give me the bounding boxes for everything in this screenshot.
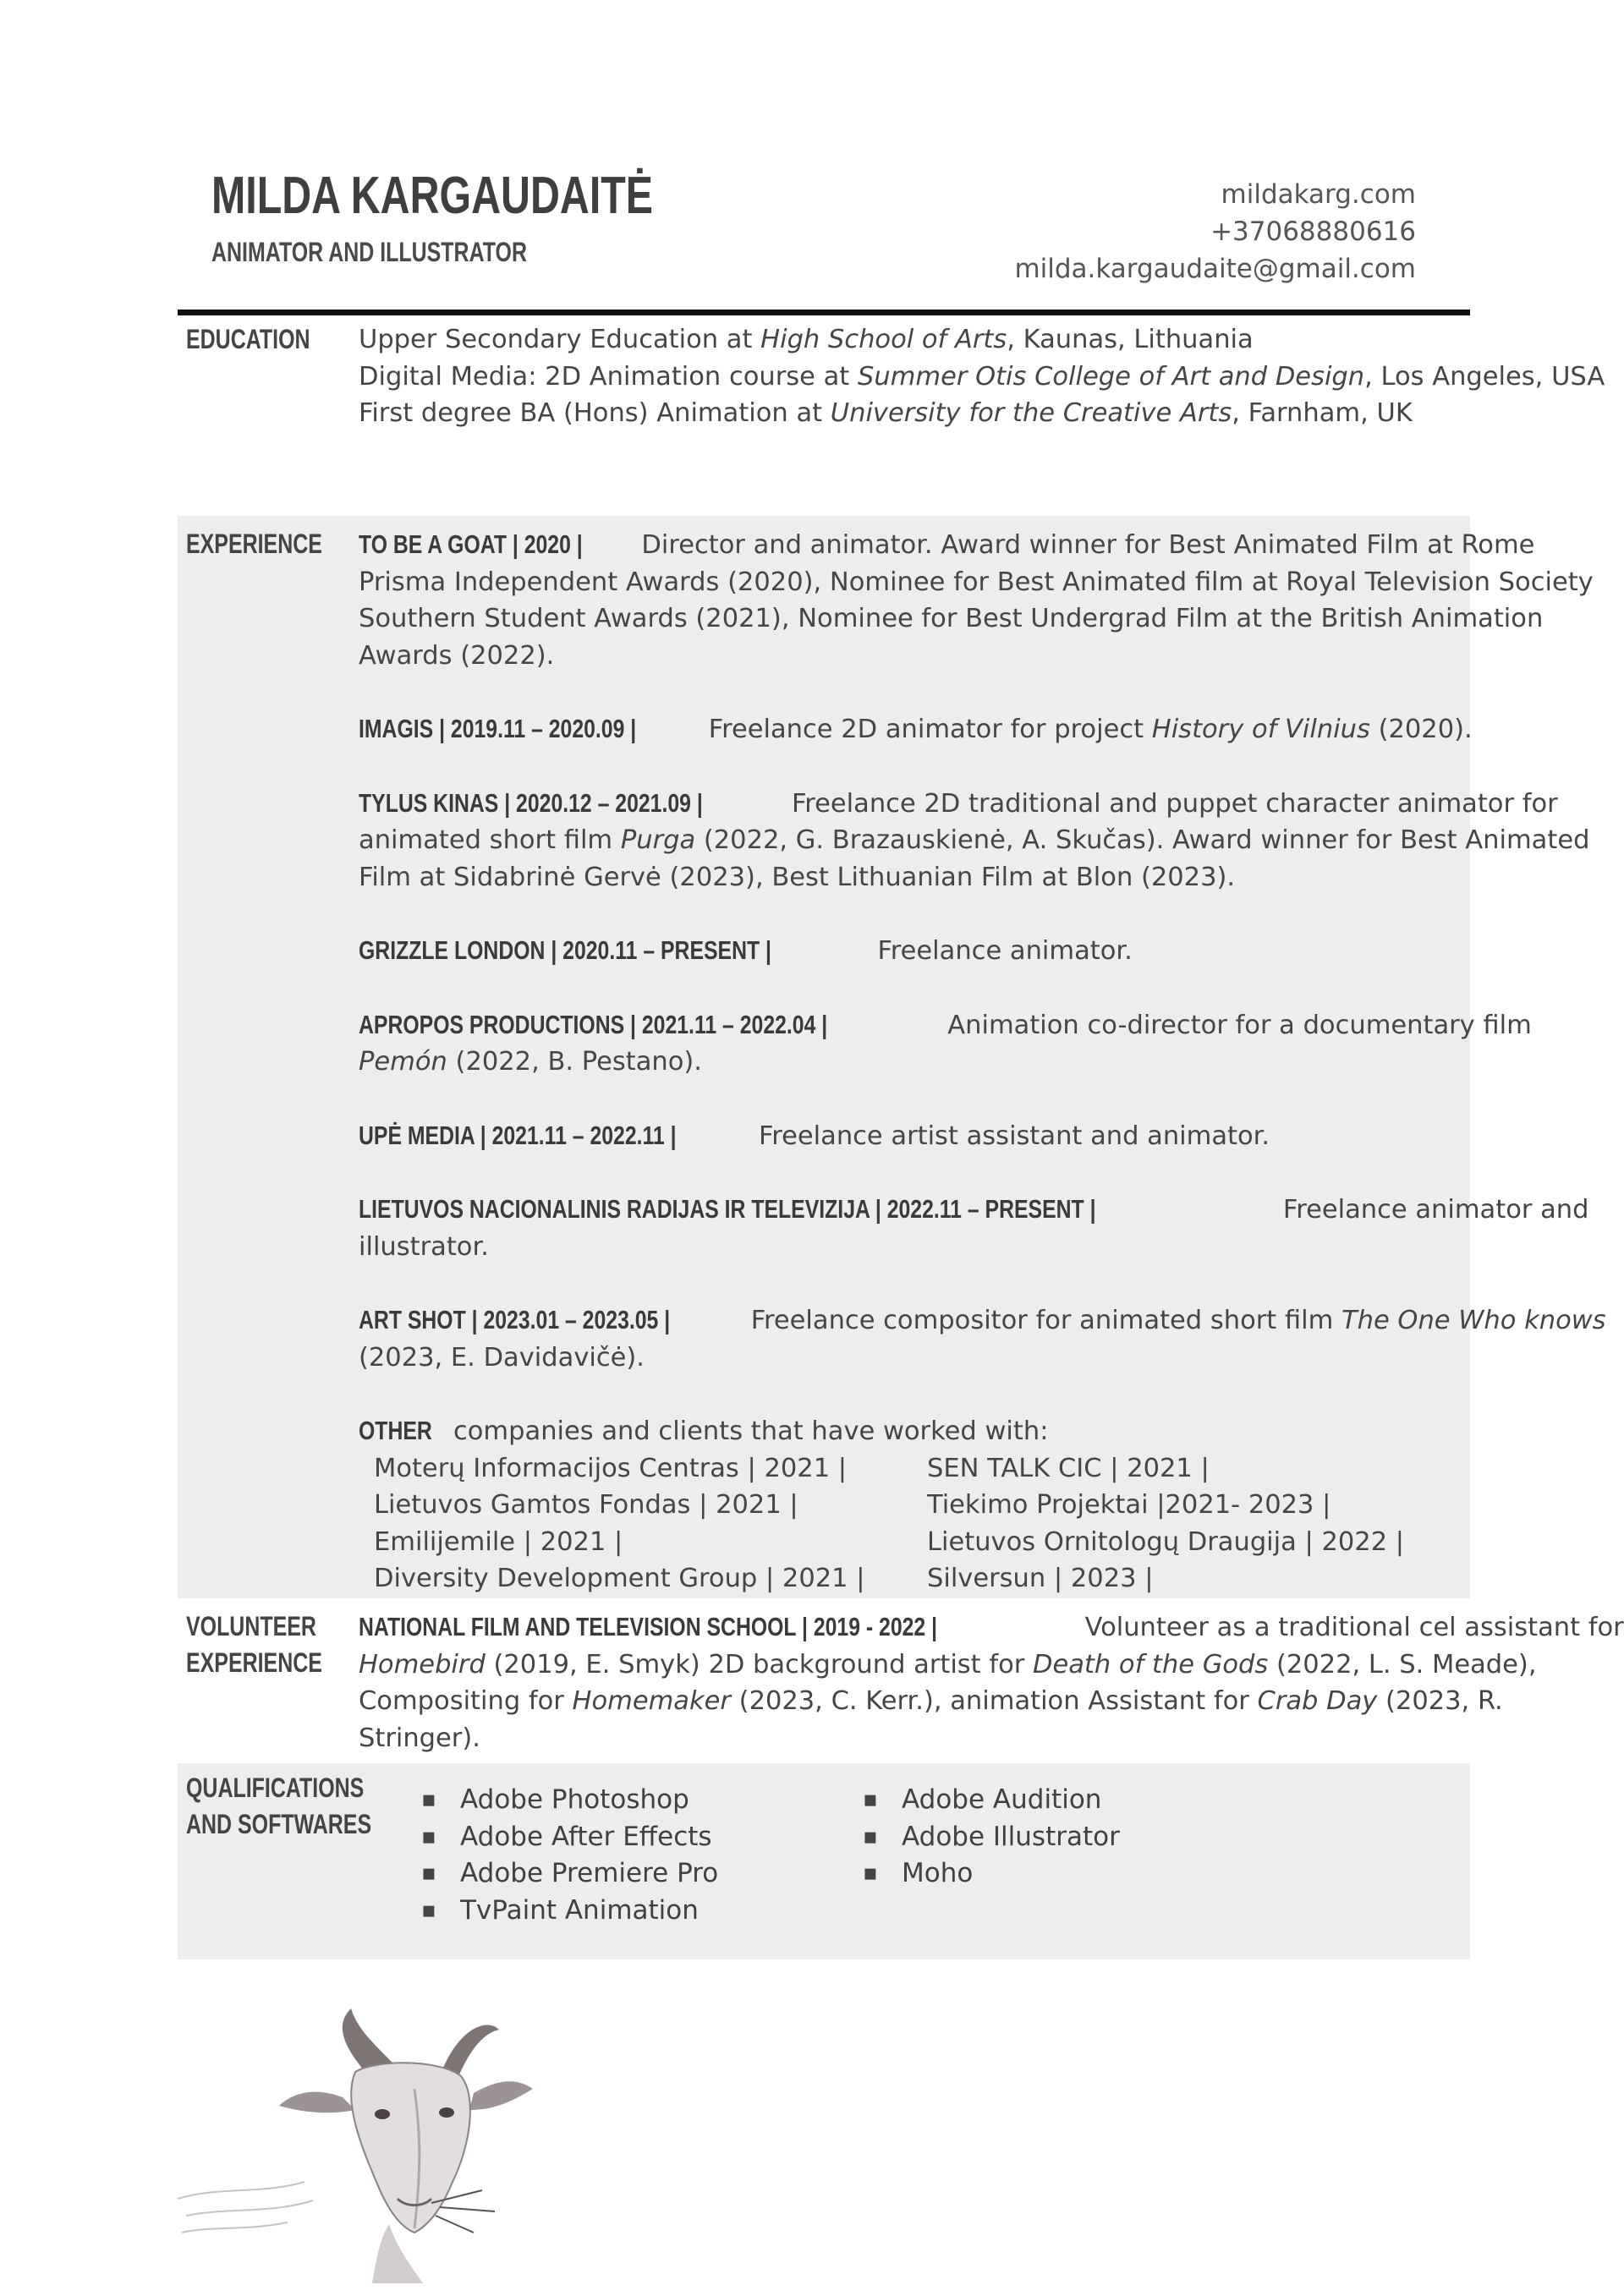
- volunteer-content: [359, 1608, 1624, 1756]
- skill-item: ▪ Adobe After Effects: [413, 1819, 854, 1856]
- skills-column-right: [854, 1782, 1296, 1929]
- skills-column-left: [413, 1782, 854, 1929]
- contact-block: [1014, 176, 1416, 288]
- client-item: Silversun | 2023 |: [927, 1564, 1154, 1593]
- client-item: Emilijemile | 2021 |: [374, 1526, 623, 1557]
- experience-entry: LIETUVOS NACIONALINIS RADIJAS IR TELEVIZIJA | 2022.11 – PRESENT | Freelance animator and illustrator.: [359, 1194, 1589, 1262]
- email-link[interactable]: milda.kargaudaite@gmail.com: [1014, 254, 1416, 284]
- experience-content: [359, 526, 1624, 1597]
- education-content: [359, 321, 1624, 432]
- experience-entry: TYLUS KINAS | 2020.12 – 2021.09 | Freelance 2D traditional and puppet character animator for animated short film Purga (2022, G. Brazauskienė, A. Skučas). Award winner for Best Animated Film at Sidabrinė Gervė (2023), Best Lithuanian Film at Blon (2023).: [359, 787, 1590, 892]
- client-item: Tiekimo Projektai |2021- 2023 |: [927, 1490, 1331, 1520]
- qualifications-label: QUALIFICATIONS AND SOFTWARES: [186, 1773, 372, 1839]
- volunteer-entry: NATIONAL FILM AND TELEVISION SCHOOL | 2019 - 2022 | Volunteer as a traditional cel assistant for Homebird (2019, E. Smyk) 2D background artist for Death of the Gods (2022, L. S. Meade), Compositing for Homemaker (2023, C. Kerr.), animation Assistant for Crab Day (2023, R. Stringer).: [359, 1612, 1624, 1753]
- experience-entry: GRIZZLE LONDON | 2020.11 – PRESENT | Freelance animator.: [359, 935, 1133, 966]
- client-item: Moterų Informacijos Centras | 2021 |: [374, 1453, 848, 1483]
- education-section: [178, 321, 1605, 490]
- clients-list: [374, 1450, 1624, 1597]
- clients-column-right: [927, 1450, 1480, 1597]
- education-item: Upper Secondary Education at High School of Arts, Kaunas, Lithuania: [359, 325, 1254, 354]
- website-link[interactable]: mildakarg.com: [1221, 179, 1416, 210]
- education-item: First degree BA (Hons) Animation at University for the Creative Arts, Farnham, UK: [359, 398, 1413, 428]
- experience-entry: IMAGIS | 2019.11 – 2020.09 | Freelance 2D animator for project History of Vilnius (2020).: [359, 714, 1473, 744]
- volunteer-label: VOLUNTEER EXPERIENCE: [186, 1611, 322, 1678]
- skills-list: [413, 1782, 1296, 1929]
- name-heading: MILDA KARGAUDAITĖ: [211, 167, 654, 225]
- other-clients-heading: OTHER companies and clients that have worked with:: [359, 1416, 1049, 1446]
- education-label: EDUCATION: [186, 324, 310, 354]
- experience-section: [178, 516, 1606, 1598]
- goat-illustration: [161, 1979, 651, 2283]
- skill-item: ▪ TvPaint Animation: [413, 1893, 854, 1930]
- clients-column-left: [374, 1450, 927, 1597]
- experience-entry: TO BE A GOAT | 2020 | Director and animator. Award winner for Best Animated Film at Rome Prisma Independent Awards (2020), Nominee for Best Animated film at Royal Television Society Southern Student Awards (2021), Nominee for Best Undergrad Film at the British Animation Awards (2022).: [359, 529, 1594, 671]
- client-item: Lietuvos Gamtos Fondas | 2021 |: [374, 1490, 798, 1520]
- header-divider: [178, 310, 1470, 315]
- experience-entry: ART SHOT | 2023.01 – 2023.05 | Freelance compositor for animated short film The One Who knows (2023, E. Davidavičė).: [359, 1305, 1606, 1373]
- skill-item: ▪ Moho: [854, 1855, 1296, 1893]
- client-item: SEN TALK CIC | 2021 |: [927, 1453, 1210, 1483]
- skill-item: ▪ Adobe Premiere Pro: [413, 1855, 854, 1893]
- client-item: Lietuvos Ornitologų Draugija | 2022 |: [927, 1526, 1405, 1557]
- skill-item: ▪ Adobe Audition: [854, 1782, 1296, 1819]
- education-item: Digital Media: 2D Animation course at Summer Otis College of Art and Design, Los Angeles, USA: [359, 361, 1605, 392]
- experience-entry: UPĖ MEDIA | 2021.11 – 2022.11 | Freelance artist assistant and animator.: [359, 1120, 1270, 1151]
- experience-entry: APROPOS PRODUCTIONS | 2021.11 – 2022.04 | Animation co-director for a documentary film Pemón (2022, B. Pestano).: [359, 1009, 1532, 1077]
- client-item: Diversity Development Group | 2021 |: [374, 1564, 865, 1593]
- skill-item: ▪ Adobe Photoshop: [413, 1782, 854, 1819]
- qualifications-section: [178, 1763, 1470, 1959]
- experience-label: EXPERIENCE: [186, 529, 322, 559]
- volunteer-section: [178, 1598, 1624, 1763]
- role-subtitle: ANIMATOR AND ILLUSTRATOR: [211, 237, 527, 267]
- phone-number: +37068880616: [1210, 216, 1416, 247]
- skill-item: ▪ Adobe Illustrator: [854, 1819, 1296, 1856]
